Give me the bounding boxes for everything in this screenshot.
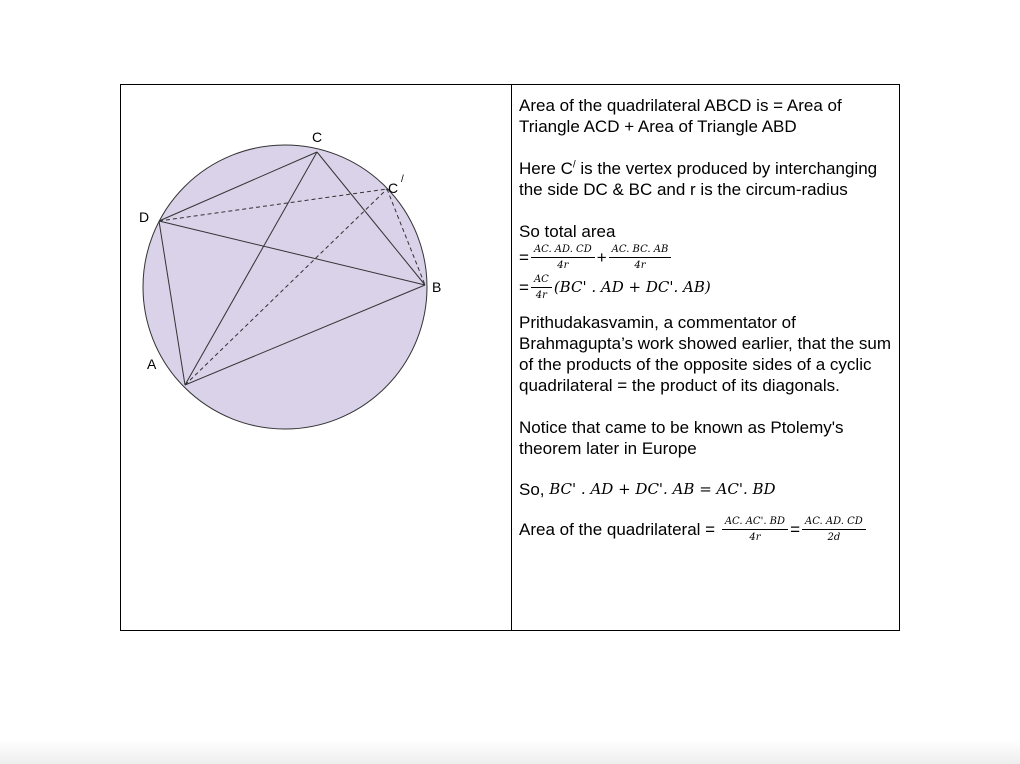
equation-ptolemy — [519, 469, 894, 509]
eq1-plus: + — [596, 247, 607, 267]
label-c-prime: C — [388, 180, 399, 196]
content-table — [120, 84, 900, 631]
paragraph-area-definition: Area of the quadrilateral ABCD is = Area of Triangle ACD + Area of Triangle ABD — [519, 96, 847, 136]
eq1-frac2-num: AC. BC. AB — [609, 243, 672, 258]
equation-final-area — [519, 509, 894, 549]
paragraph-total-area: So total area — [519, 222, 616, 241]
figure-cell — [121, 85, 511, 630]
paragraph-c-prime — [519, 158, 894, 200]
label-c-prime-sup: / — [401, 174, 404, 185]
eq1-frac1-den: 4r — [557, 259, 569, 271]
eq2-frac-num: AC — [531, 273, 552, 288]
eq1-frac2-den: 4r — [634, 259, 646, 271]
ptolemy-expression: BC' . AD + DC'. AB = AC'. BD — [549, 479, 776, 498]
final-frac1-num: AC. AC'. BD — [722, 515, 788, 530]
eq2-lead: = — [519, 277, 529, 297]
c-prime-text-post: is the vertex produced by interchanging the side DC & BC and r is the circum-radius — [519, 159, 878, 199]
label-b: B — [432, 279, 442, 295]
paragraph-prithudakasvamin: Prithudakasvamin, a commentator of Brahmagupta’s work showed earlier, that the sum of the products of the opposite sides of a cyclic quadrilateral = the product of its diagonals. — [519, 313, 891, 395]
text-cell — [519, 95, 894, 549]
final-frac2-den: 2d — [827, 531, 841, 543]
eq1-lead: = — [519, 247, 529, 267]
final-equals: = — [790, 519, 800, 539]
label-a: A — [147, 356, 157, 372]
final-area-lead: Area of the quadrilateral = — [519, 519, 720, 539]
eq2-fraction — [531, 273, 552, 302]
paragraph-ptolemy: Notice that came to be known as Ptolemy's theorem later in Europe — [519, 418, 844, 458]
eq1-frac1-num: AC. AD. CD — [531, 243, 595, 258]
page-bottom-shade — [0, 740, 1020, 764]
circumcircle — [143, 145, 427, 429]
c-prime-text-pre: Here C — [519, 159, 573, 178]
cyclic-quadrilateral-figure — [121, 85, 511, 630]
ptolemy-lead: So, — [519, 479, 550, 499]
eq1-fraction-2 — [609, 243, 672, 272]
equation-1 — [519, 242, 894, 272]
eq2-frac-den: 4r — [535, 289, 547, 301]
equation-2 — [519, 272, 894, 302]
c-prime-text-sup: / — [572, 159, 576, 171]
final-frac2-num: AC. AD. CD — [802, 515, 866, 530]
final-fraction-2 — [802, 515, 866, 544]
label-c: C — [312, 129, 323, 145]
final-fraction-1 — [722, 515, 788, 544]
eq1-fraction-1 — [531, 243, 595, 272]
final-frac1-den: 4r — [749, 531, 761, 543]
label-d: D — [139, 209, 150, 225]
column-divider — [511, 85, 512, 630]
eq2-expression: (BC' . AD + DC'. AB) — [553, 277, 711, 296]
